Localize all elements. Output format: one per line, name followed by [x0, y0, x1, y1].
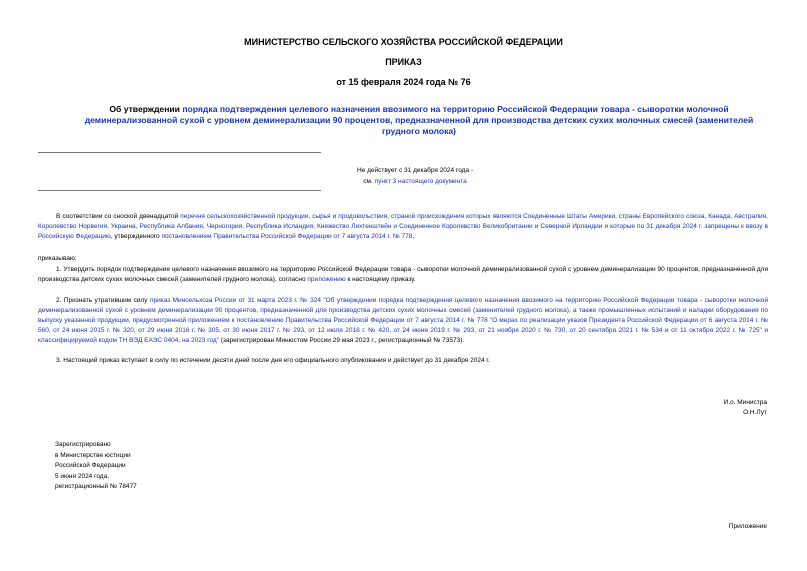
registration-block — [55, 440, 137, 493]
item-1-appendix-link[interactable]: приложению — [307, 276, 346, 283]
item-2-text-1: 2. Признать утратившим силу — [56, 297, 150, 304]
item-3-paragraph: 3. Настоящий приказ вступает в силу по истечении десяти дней после дня его официального опубликования и действует до 31 декабря 2024 г. — [56, 357, 490, 364]
appendix-label: Приложение — [728, 523, 767, 530]
registration-line-3: Российской Федерации — [55, 462, 126, 470]
item-2-order-link[interactable]: приказ Минсельхоза России от 31 марта 2023 г. № 324 "Об утверждении порядка подтверждения целевого назначения ввозимого на территорию Российской Федерации товара - сыворотки молочной деминерализованной сухой с уровнем деминерализации 90 процентов, предназначенной для производства детских сухих молочных смесей (заменителей грудного молока), а также промышленных испытаний и наладки оборудования по выпуску указанной продукции, предусмотренной приложением к постановлению Правительства Российской Федерации от 7 августа 2014 г. № 778 "О мерах по реализации указов Президента Российской Федерации от 6 августа 2014 г. № 560, от 24 июня 2015 г. № 320, от 29 июня 2016 г. № 305, от 30 июня 2017 г. № 293, от 12 июля 2018 г. № 420, от 24 июня 2019 г. № 293, от 21 ноября 2020 г. № 730, от 20 сентября 2021 г. № 534 и от 11 октября 2022 г. № 725" и классифицируемой кодом ТН ВЭД ЕАЭС 0404, на 2023 год" — [38, 297, 768, 344]
ministry-heading: МИНИСТЕРСТВО СЕЛЬСКОГО ХОЗЯЙСТВА РОССИЙСКОЙ ФЕДЕРАЦИИ — [244, 37, 563, 47]
registration-line-5: регистрационный № 78477 — [55, 483, 137, 491]
status-note-link[interactable]: пункт 3 настоящего документа — [374, 178, 467, 185]
preamble-text-1: В соответствии со сноской двенадцатой — [56, 213, 181, 220]
preamble-text-3: , — [412, 233, 415, 240]
title-link[interactable]: порядка подтверждения целевого назначения ввозимого на территорию Российской Федерации товара - сыворотки молочной деминерализованной сухой с уровнем деминерализации 90 процентов, предназначенной для производства детских сухих молочных смесей (заменителей грудного молока) — [84, 104, 754, 136]
status-note-line1: Не действует с 31 декабря 2024 года - — [356, 167, 474, 174]
registration-line-1: Зарегистрировано — [55, 441, 111, 448]
signature-name: О.Н.Лут — [743, 409, 767, 416]
signature-block — [724, 398, 767, 418]
registration-line-4: 5 июня 2024 года, — [55, 472, 110, 480]
title-prefix: Об утверждении — [109, 104, 183, 114]
status-note-line2 — [330, 176, 500, 187]
preamble-link-decree[interactable]: постановлением Правительства Российской Федерации от 7 августа 2014 г. № 778 — [161, 233, 413, 240]
registration-line-2: в Министерстве юстиции — [55, 451, 131, 459]
item-1-text-1: 1. Утвердить порядок подтверждения целевого назначения ввозимого на территорию Российской Федерации товара - сыворотки молочной деминерализованной сухой с уровнем деминерализации 90 процентов, предназначенной для производства детских сухих молочных смесей (заменителей грудного молока), согласно — [38, 266, 768, 283]
preamble-text-2: , утвержденного — [110, 233, 162, 240]
document-title — [70, 104, 768, 137]
signature-role: И.о. Министра — [723, 399, 767, 406]
item-2-paragraph — [38, 296, 768, 346]
preamble-paragraph — [38, 212, 768, 242]
divider-top — [38, 152, 321, 153]
date-number-heading: от 15 февраля 2024 года № 76 — [336, 77, 471, 87]
status-note-prefix: см. — [363, 178, 375, 185]
doc-type-heading: ПРИКАЗ — [385, 57, 422, 67]
item-1-paragraph — [38, 265, 768, 285]
preamble-link-list[interactable]: перечня сельскохозяйственной продукции, сырья и продовольствия, страной происхождения которых являются Соединенные Штаты Америки, страны Европейского союза, Канада, Австралия, Королевство Норвегия, Украина, Республика Албания, Черногория, Республика Исландия, Княжество Лихтенштейн и Соединенное Королевство Великобритании и Северной Ирландии и которые по 31 декабря 2024 г. запрещены к ввозу в Российскую Федерацию — [38, 213, 768, 240]
item-1-text-2: к настоящему приказу. — [345, 276, 416, 283]
item-2-text-2: (зарегистрирован Минюстом России 29 мая 2023 г., регистрационный № 73573). — [219, 337, 465, 344]
order-word: приказываю: — [38, 255, 77, 262]
divider-bottom — [38, 190, 321, 191]
status-note — [330, 165, 500, 187]
